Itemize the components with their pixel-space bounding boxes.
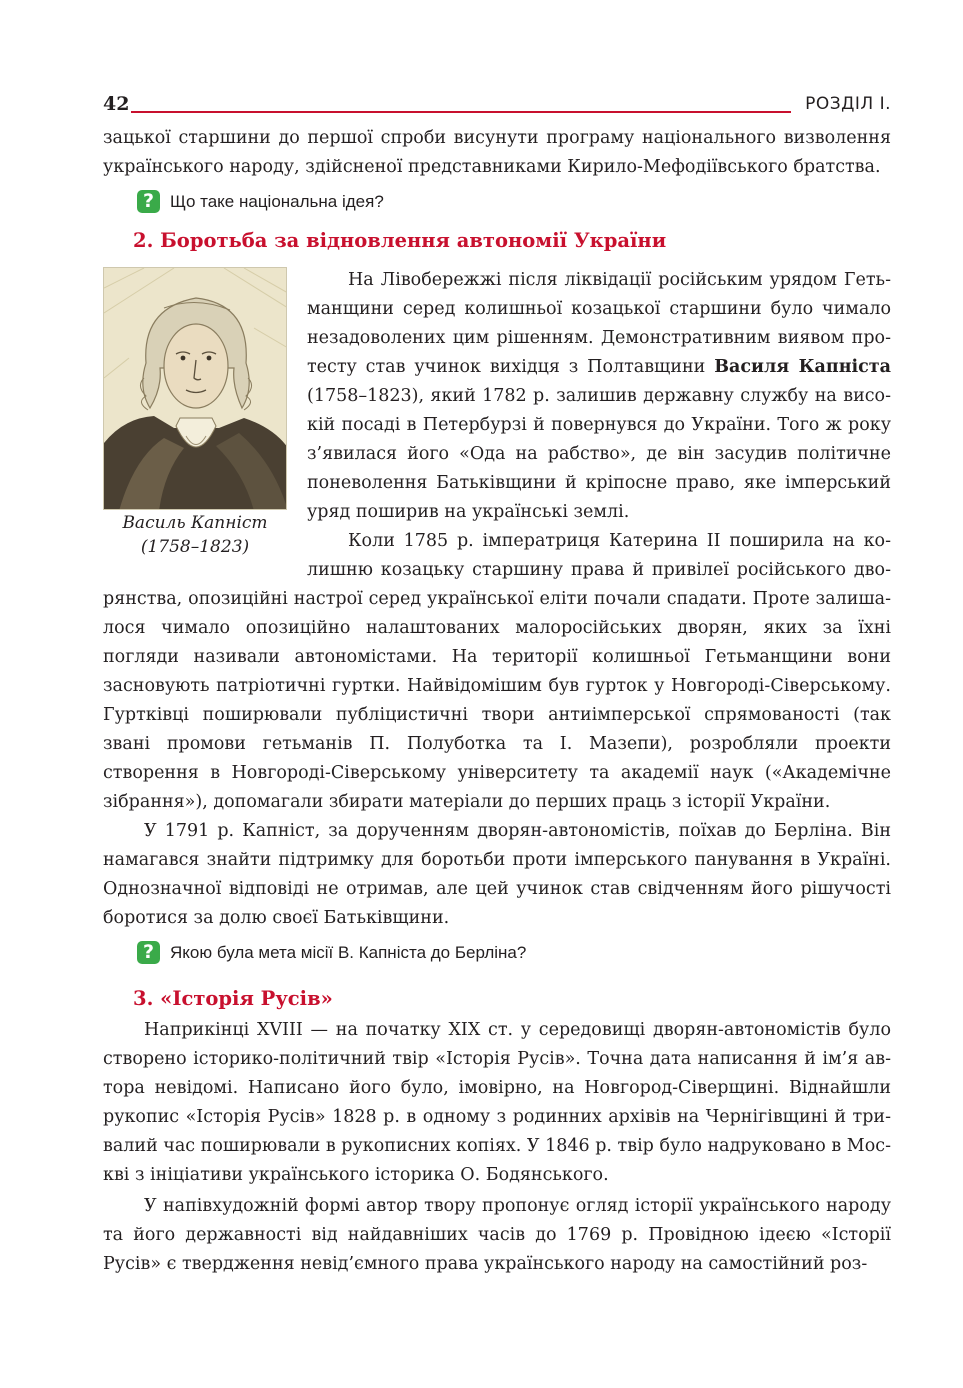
portrait-caption: [103, 511, 287, 559]
text-line: манщини серед колишньої козацької старшини було чимало: [307, 299, 891, 319]
caption-name: Василь Капніст: [122, 513, 268, 533]
caption-years: (1758–1823): [140, 537, 250, 557]
text-line: [307, 353, 891, 382]
section-2-paragraph-1: [307, 266, 891, 585]
text-line: На Лівобережжі після ліквідації російським урядом Геть-: [348, 270, 891, 290]
text-line: з’явилася його «Ода на рабство», де він засудив політичне: [307, 444, 891, 464]
person-name-bold: Василя Капніста: [714, 357, 891, 377]
question-mark-icon: ?: [137, 190, 160, 213]
text-line: поневолення Батьківщини й кріпосне право, яке імперський: [307, 473, 891, 493]
text-line: уряд поширив на українські землі.: [307, 502, 630, 522]
text-segment: тесту став учинок вихідця з Полтавщини: [307, 357, 715, 377]
portrait-illustration: [104, 268, 287, 510]
page-header: [103, 91, 891, 117]
question-mark-icon: ?: [137, 941, 160, 964]
section-3-heading: 3. «Історія Русів»: [133, 987, 333, 1010]
text-line: (1758–1823), який 1782 р. залишив державну службу на висо-: [307, 386, 891, 406]
header-rule: [131, 111, 791, 113]
text-line: кій посаді в Петербурзі й повернувся до України. Того ж року: [307, 415, 891, 435]
section-2-paragraph-3: У 1791 р. Капніст, за дорученням дворян-автономістів, поїхав до Берліна. Він намагався знайти підтримку для боротьби проти імперського панування в Україні. Однозначної відповіді не отримав, але цей учинок став свідченням його рішучості боротися за долю своєї Батьківщини.: [103, 821, 891, 928]
text-line: Коли 1785 р. імператриця Катерина ІІ поширила на ко-: [348, 531, 891, 551]
question-2-text: Якою була мета місії В. Капніста до Берліна?: [170, 942, 527, 962]
section-2-paragraph-2: рянства, опозиційні настрої серед української еліти почали спадати. Проте залишалося чимало опозиційно налаштованих малоросійських дворян, яких за їхні погляди називали автономістами. На території колишньої Гетьманщини вони засновують патріотичні гуртки. Найвідомішим був гурток у Новгороді-Сіверському. Гуртківці поширювали публіцистичні твори антиімперської спрямованості (так звані промови гетьманів П. Полуботка та І. Мазепи), розробляли проекти створення в Новгороді-Сіверському університету та академії наук («Академічне зібрання»), допомагали збирати матеріали до перших праць з історії України.: [103, 589, 891, 812]
question-2: [137, 938, 526, 966]
section-label: РОЗДІЛ І.: [805, 94, 891, 114]
section-3-paragraph-2: У напівхудожній формі автор твору пропонує огляд історії українського народу та його державності від найдавніших часів до 1769 р. Провідною ідеєю «Історії Русів» є твердження невід’ємного права українського народу на самостійний роз-: [103, 1196, 891, 1274]
text-line: лишню козацьку старшину права й привілеї російського дво-: [307, 560, 891, 580]
intro-line-1: зацької старшини до першої спроби висунути програму національного визволення: [103, 128, 891, 148]
page-number: 42: [103, 93, 130, 115]
section-2-heading: 2. Боротьба за відновлення автономії України: [133, 229, 667, 252]
question-1-text: Що таке національна ідея?: [170, 191, 384, 211]
intro-line-2: українського народу, здійсненої представниками Кирило-Мефодіївського братства.: [103, 157, 881, 177]
section-3-paragraph-1: Наприкінці XVIII — на початку XIX ст. у середовищі дворян-автономістів було створено історико-політичний твір «Історія Русів». Точна дата написання й ім’я автора невідомі. Написано його було, імовірно, на Новгород-Сіверщині. Віднайшли рукопис «Історія Русів» 1828 р. в одному з родинних архівів на Чернігівщині й тривалий час поширювали в рукописних копіях. У 1846 р. твір було надруковано в Москві з ініціативи українського історика О. Бодянського.: [103, 1020, 891, 1185]
question-1: [137, 187, 384, 215]
text-line: незадоволених цим рішенням. Демонстративним виявом про-: [307, 328, 891, 348]
portrait-image: [103, 267, 287, 510]
